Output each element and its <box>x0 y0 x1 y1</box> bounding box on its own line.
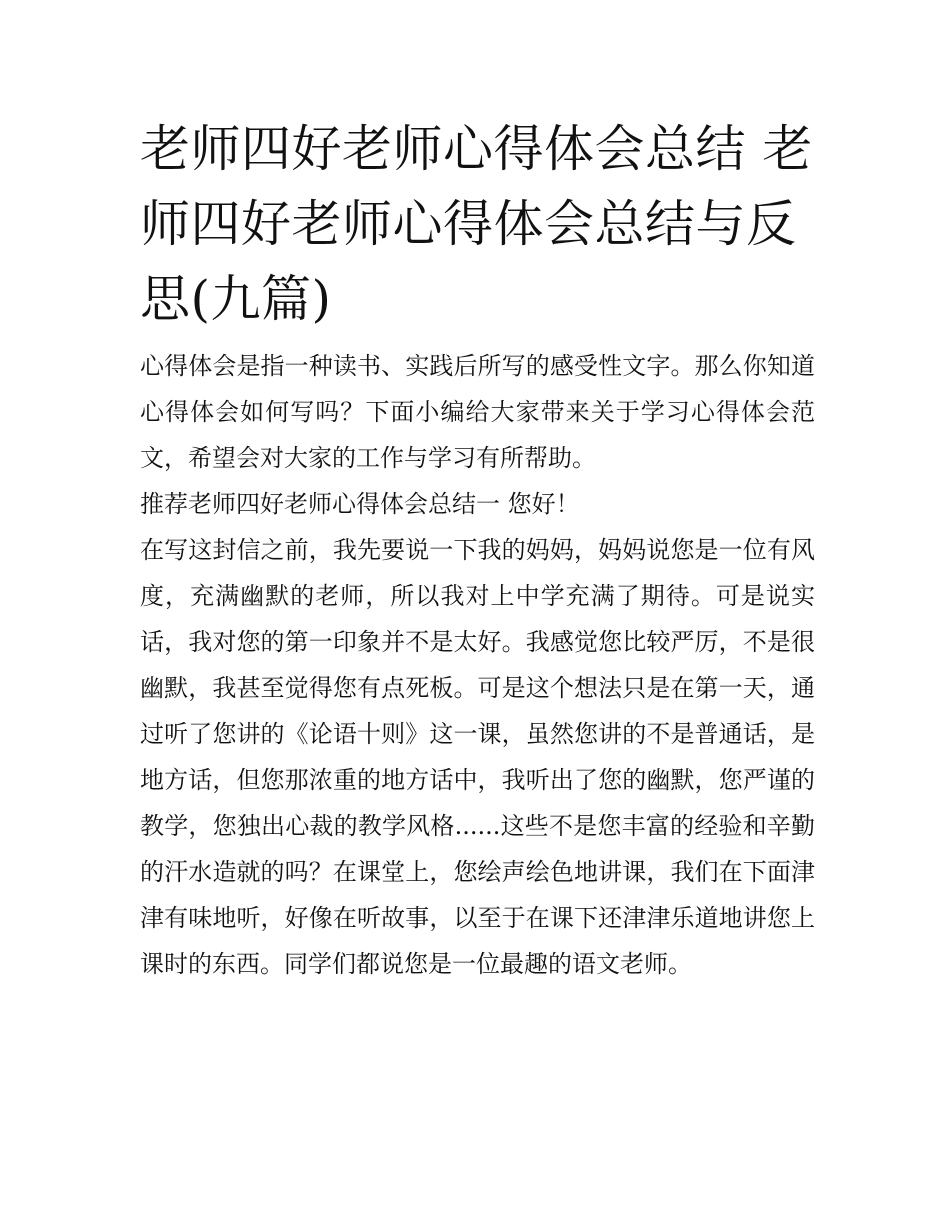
document-body <box>140 112 815 987</box>
section-heading-paragraph: 推荐老师四好老师心得体会总结一 您好！ <box>140 490 580 518</box>
letter-paragraph: 在写这封信之前，我先要说一下我的妈妈，妈妈说您是一位有风度，充满幽默的老师，所以我对上中学充满了期待。可是说实话，我对您的第一印象并不是太好。我感觉您比较严厉，不是很幽默，我甚至觉得您有点死板。可是这个想法只是在第一天，通过听了您讲的《论语十则》这一课，虽然您讲的不是普通话，是地方话，但您那浓重的地方话中，我听出了您的幽默，您严谨的教学，您独出心裁的教学风格......这些不是您丰富的经验和辛勤的汗水造就的吗？在课堂上，您绘声绘色地讲课，我们在下面津津有味地听，好像在听故事，以至于在课下还津津乐道地讲您上课时的东西。同学们都说您是一位最趣的语文老师。 <box>140 536 815 978</box>
document-title: 老师四好老师心得体会总结 老师四好老师心得体会总结与反思(九篇) <box>140 120 813 328</box>
intro-paragraph: 心得体会是指一种读书、实践后所写的感受性文字。那么你知道心得体会如何写吗？下面小编给大家带来关于学习心得体会范文，希望会对大家的工作与学习有所帮助。 <box>140 352 815 472</box>
